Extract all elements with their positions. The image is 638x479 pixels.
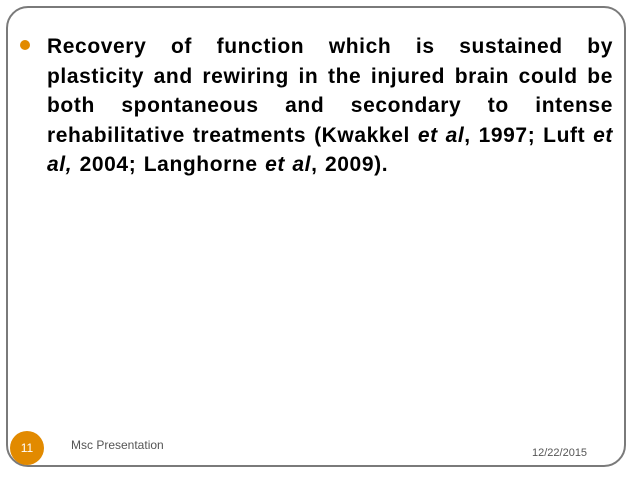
bullet-text-part: , 1997; Luft xyxy=(464,123,594,147)
bullet-text-part: , 2009). xyxy=(311,153,389,176)
footer-title: Msc Presentation xyxy=(71,438,164,452)
footer-date: 12/22/2015 xyxy=(532,447,588,459)
bullet-text xyxy=(47,32,613,180)
bullet-text-italic: et al xyxy=(417,123,465,147)
bullet-item xyxy=(20,32,620,180)
page-number-badge: 11 xyxy=(10,431,44,465)
bullet-text-part: 2004; Langhorne xyxy=(72,153,266,176)
bullet-text-part: Recovery of function which is sustained by plasticity and rewiring in the injured brain could be both spontaneous and secondary to intense rehabilitative treatments (Kwakkel xyxy=(47,35,613,147)
bullet-dot-icon xyxy=(20,40,30,50)
bullet-text-italic: et al, xyxy=(47,123,613,176)
bullet-text-italic: et al xyxy=(265,153,312,176)
